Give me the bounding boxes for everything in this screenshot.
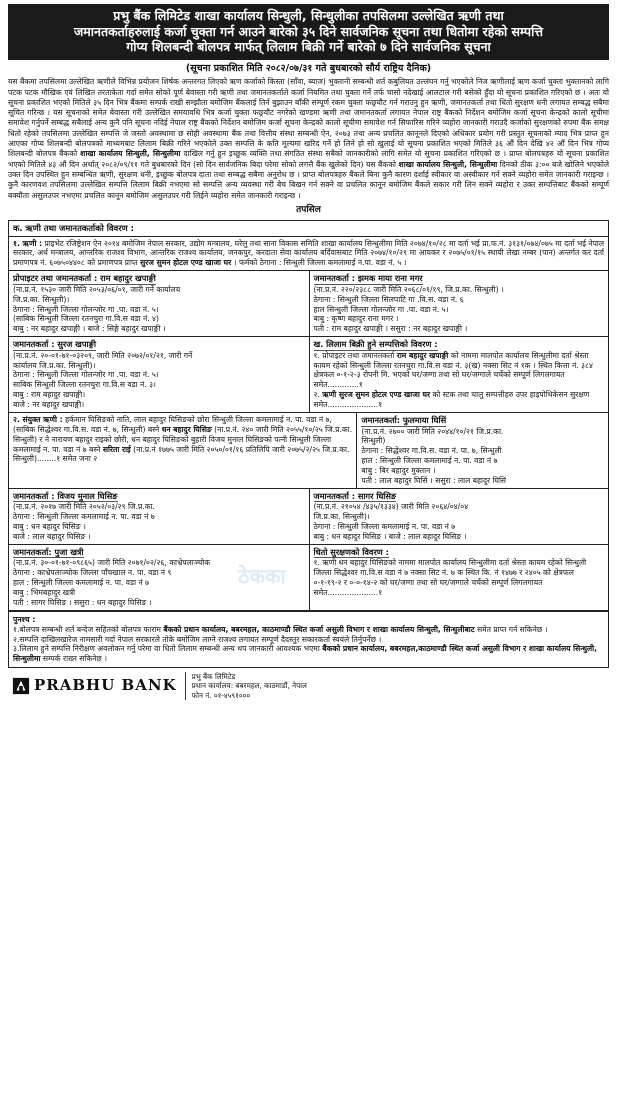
schedule-table [8, 220, 609, 611]
property-item-1 [314, 351, 605, 390]
postscript-text: ३.लिलाम हुने सम्पत्ति निरीक्षण अवलोकन गर्नु परेमा वा धितो लिलाम सम्बन्धी अन्य थप जानकारी आवश्यक भएमा [13, 644, 323, 654]
cell-line: (ना.प्र.नं. ३०-०१-७१-०९८६५) जारी मिति २०७१/०२/२६, काभ्रेपलाञ्चोक [13, 558, 211, 568]
guarantor-puja [9, 545, 309, 610]
property-text: को नाममा मालपोत कार्यालय सिन्धुलीमा दर्ता श्रेस्ता कायम रहेको सिन्धुली जिल्ला रतनचुरा गा.वि.स वडा नं. ३(ख) नक्सा सिट नं १क । स्थित कित्ता नं. ३८४ क्षेत्रफल ०-१-२-३ रोपनी मि. भएको घर/जग्गा तथा सो घर/जग्गाले चर्चेको सम्पूर्ण लिगलगायत समेत.............१ [313, 350, 593, 390]
header-line-3: गोप्य शिलबन्दी बोलपत्र मार्फत् लिलाम बिक्री गर्ने बारेको ७ दिने सार्वजनिक सूचना [126, 39, 491, 55]
postscript-item-1 [13, 625, 604, 635]
guarantor-suraj [9, 337, 309, 412]
postscript-office: बैंकको प्रधान कार्यालय, बबरमहल,काठमाण्डौ स्थित कर्जा असुली विभाग र शाखा कार्यालय सिन्धुली, सिन्धुलीमा [13, 644, 598, 664]
watermark: ठेकका [238, 564, 286, 588]
cell-line: पती : राम बहादुर खपाङ्गी । ससुरा : नर बहादुर खपाङ्गी । [313, 324, 468, 334]
cell-line: (ना.प्र.नं. २२०/२३८८ जारी मिति २०६८/०१/१९, जि.प्र.का. सिन्धुली) । [313, 284, 504, 294]
borrower-label: १. ऋणी : [13, 238, 43, 248]
cell-line: पती : लाल बहादुर घिसिं । ससुरा : लाल बहादुर घिसिं [361, 475, 507, 485]
cell-line: हाल : सिन्धुली जिल्ला कमलामाई न. पा. वडा नं ७ [13, 578, 150, 588]
borrower-firm-name: सुरज सुमन होटल एण्ड खाजा घर [140, 258, 232, 268]
cell-line: बाबु : नर बहादुर खपाङ्गी । बाजे : सिङ्गे बहादुर खपाङ्गी । [13, 324, 166, 334]
intro-paragraph [8, 77, 609, 201]
bank-address: प्रधान कार्यालय: बबरमहल, काठमाडौं, नेपाल [191, 681, 307, 691]
postscript-box [8, 611, 609, 668]
intro-text-3: दिनको ठीक ३:०० बजे खोलिने भएकोले उक्त दिन उपस्थित हुन सम्बन्धित ऋणी, सुरक्षण धनी, इच्छुक बोलपत्र दाता तथा सम्बद्ध सबैमा अनुरोध छ । प्राप्त बोलपत्रहरु बैंकले बिना कुनै कारण दर्शाई स्वीकार वा अस्वीकार गर्न सक्ने व्यहोरा समेत जानकारी गराइन्छ । कुनै कारणवश तपसिलमा उल्लेखित सम्पत्ति लिलाम बिक्री नभएमा सो सम्पत्ति अन्य व्यवस्था गरी बेच बिखन गर्न सक्ने वा प्रचलित कानून बमोजिम बैंकले सकार गरी लिन सक्ने व्यहोरा र उक्त सम्पत्तिबाट बैंकको सम्पूर्ण बक्यौता असुलउपर नभएमा प्रचलित कानून बमोजिम असुलउपर गरी लिईने व्यहोरा समेत जानकारी गराइन्छ । [8, 159, 610, 200]
bank-logo-icon [12, 677, 30, 695]
cell-line: बाबु : कृष्ण बहादुर राना मगर । [313, 314, 399, 324]
cell-line: (ना.प्र.नं. २०१७ जारी मिति २०५२/०३/२९ जि.प्र.का. [13, 502, 155, 512]
cell-line: पती : सागर घिसिङ । ससुरा : धन बहादुर घिसिङ । [13, 597, 152, 607]
cell-line: (ना.प्र.नं. २०-०१-७१-०३२०९, जारी मिति २०७२/०१/२१, जारी गर्ने [13, 350, 193, 360]
property-owner: ऋणी सुरज सुमन होटल एण्ड खाजा घर [322, 390, 431, 400]
guarantor-vijay-munal [9, 489, 309, 544]
cell-line: जि.प्र.का. सिन्धुली)। [13, 294, 70, 304]
cell-heading: जमानतकर्ता: फुलमाया घिसिं [361, 414, 447, 425]
bank-logo-text: PRABHU BANK [34, 676, 177, 695]
postscript-office: बैंकको प्रधान कार्यालय, बबरमहल, काठमाण्डौ स्थित कर्जा असुली विभाग र शाखा कार्यालय सिन्धुली, सिन्धुलीबाट [163, 624, 475, 634]
table-row [9, 337, 608, 413]
cell-line: हाल सिन्धुली जिल्ला गोलन्जोर गा .पा. वडा नं. ५। [313, 304, 449, 314]
cell-line: बाबु : धन बहादुर घिसिङ । [13, 522, 86, 532]
cell-heading: जमानतकर्ता: पुजा खत्री [13, 546, 84, 557]
cell-line: ठेगाना : सिन्धुली जिल्ला गोलन्जोर गा .पा. वडा नं. ५। [13, 370, 159, 380]
cell-line: ठेगाना : काभ्रेपलाञ्चोक जिल्ला पाँचखाल न. पा. वडा नं ९ [13, 568, 172, 578]
cell-heading: जमानतकर्ता : सुरज खपाङ्गी [13, 339, 96, 350]
schedule-title: तपसिल [296, 204, 321, 215]
postscript-item-2: २.सम्पत्ति दाखिलखारेज नामसारी गर्दा नेपाल सरकारले तोके बमोजिम लाग्ने राजश्व लगायत सम्पूर्ण दैदस्तुर सकारकर्ता स्वयंले तिर्नुपर्नेछ । [13, 634, 382, 644]
intro-branch-2: शाखा कार्यालय सिन्धुली, सिन्धुलीमा [398, 159, 498, 169]
intro-branch-1: शाखा कार्यालय सिन्धुली, सिन्धुलीमा [80, 149, 181, 159]
cell-line: ठेगाना : सिन्धुली जिल्ला कमलामाई न. पा. वडा नं ७ [313, 522, 456, 532]
property-owner: राम बहादुर खपाङ्गी [396, 350, 449, 360]
cell-line: ठेगाना : सिन्धुली जिल्ला कमलामाई न. पा. वडा नं ७ [13, 512, 155, 522]
cell-line: (ना.प्र.नं. २७०० जारी मिति २०४४/१०/२१ जि.प्र.का. [361, 426, 504, 436]
cell-heading: जमानतकर्ता : विजय मुनाल घिसिङ [13, 490, 118, 501]
cell-line: बाबु : भिमबहादुर खत्री [13, 588, 76, 598]
cell-line: (ना.प्र.नं. २१०५४ /४३५/१३३४) जारी मिति २०६४/०४/०४ [313, 502, 469, 512]
footer [8, 672, 609, 700]
borrower-text-2: । फर्मको ठेगाना : सिन्धुली जिल्ला कमलामाई न.पा. वडा नं. ५ । [231, 258, 407, 268]
table-row [9, 271, 608, 337]
bank-address-block [185, 672, 307, 700]
cell-heading: ख. लिलाम बिक्री हुने सम्पत्तिको विवरण : [313, 339, 438, 350]
collateral-text: १. ऋणी धन बहादुर घिसिङको नाममा मालपोत कार्यालय सिन्धुलीमा दर्ता श्रेस्ता कायम रहेको सिन्धुली जिल्ला सिद्धेश्वर गा.वि.स वडा नं ७ नक्सा सिट नं. ७ क स्थित कि. नं १४७७ र २४०५ को क्षेत्रफल ०-१-१९-२ र ०-०-१४-२ को घर/जग्गा तथा सो घर/जग्गाले चर्चेको सम्पूर्ण लिगलगायत समेत.....................१ [313, 558, 587, 598]
borrower-text: प्राइभेट रजिष्ट्रेशन ऐन २०१४ बमोजिम नेपाल सरकार, उद्योग मन्त्रालय, घरेलु तथा साना विकास समिति शाखा कार्यालय सिन्धुलीमा मिति २०७४/१०/२८ मा दर्ता भई प्रा.फ.नं. ३१३१/०७४/०७५ मा दर्ता भई नेपाल सरकार, अर्थ मन्त्रालय, आन्तरिक राजश्व विभाग, आन्तरिक राजश्व कार्यालय, जनकपुर, करदाता सेवा कार्यालय बर्दिवासबाट मिति २०७४/१०/२९ मा आयकर र २०७५/०१/१५ स्थायी लेखा नम्बर (पान) अन्तर्गत कर दर्ता प्रमाणपत्र नं. ६०७५०४४०८ को प्रमाणपत्र प्राप्त [13, 238, 605, 268]
cell-line: (ना.प्र.नं. १५३० जारी मिति २०५३/०६/०१, जारी गर्ने कार्यालय [13, 284, 181, 294]
joint-text: हर्कमान घिसिङको नाति, लाल बहादुर घिसिङको छोरा सिन्धुली जिल्ला कमलामाई न. पा. वडा नं ७, (साबिक सिद्धेश्वर गा.वि.स. वडा नं. ७, सिन्धुली) बस्ने [13, 414, 332, 434]
cell-line: ठेगाना : सिन्धुली जिल्ला सिलपाटि गा .वि.स. वडा नं. ६ [313, 294, 464, 304]
intro-text-2: दाखिल गर्नु हुन इच्छुक व्यक्ति तथा संगठित संस्था सबैको जानकारीको लागि समेत यो सूचना प्रकाशित गरिएको छ । प्राप्त बोलपत्रहरु यो सूचना प्रकाशित भएको मितिले ४३ औं दिन अर्थात् २०८२/०९/११ गते बुधबारको दिन (सो दिन सार्वजनिक बिदा परेमा सोको लगत्तै बैंक खुलेको दिन) यस बैंकको [8, 149, 609, 169]
joint-borrower-name: सरिता राई [102, 444, 131, 454]
cell-line: बाजे : लाल बहादुर घिसिङ । [13, 531, 91, 541]
cell-heading: जमानतकर्ता : सागर घिसिङ [313, 490, 397, 501]
table-row [9, 545, 608, 610]
property-item-2 [314, 390, 605, 410]
cell-line: साबिक सिन्धुली जिल्ला रतनचुरा गा.वि.स वडा नं. ३। [13, 380, 156, 390]
collateral-details [309, 545, 609, 610]
guarantor-ram-bahadur [9, 271, 309, 336]
notice-header [8, 4, 609, 60]
guarantor-phulmaya [356, 413, 608, 488]
bank-logo [12, 676, 177, 696]
property-text: १. प्रोपाइटर तथा जमानतकर्ता [313, 350, 397, 360]
cell-line: बाबु : बिर बहादुर मुक्तान । [361, 466, 436, 476]
cell-heading: धितो सुरक्षणको विवरण : [313, 546, 389, 557]
property-text: को स्टक तथा चालु सम्पत्तीहरु उपर हाइपोथिकेसन सुरक्षण समेत.....................१ [313, 390, 590, 410]
header-line-1: प्रभु बैंक लिमिटेड शाखा कार्यालय सिन्धुली, सिन्धुलीका तपसिलमा उल्लेखित ऋणी तथा [113, 8, 504, 23]
postscript-text: समेत प्राप्त गर्न सकिनेछ । [474, 624, 548, 634]
section-a-heading: क. ऋणी तथा जमानतकर्ताको विवरण : [9, 221, 608, 237]
postscript-text: १.बोलपत्र सम्बन्धी शर्त बन्देज सहितको बोलपत्र फाराम [13, 624, 164, 634]
joint-text: (ना.प्र.नं. २४० जारी मिति २०५५/१०/२५ जि.प्र.का. सिन्धुली) र ने नारायण बहादुर राइको छोरी, धन बहादुर घिसिङको बुहारी विजय मुनाल घिसिङको पत्नी सिन्धुली जिल्ला कमलामाई न. पा. वडा नं ७ बस्ने [13, 424, 353, 454]
postscript-text: सम्पर्क राख्न सकिनेछ । [40, 654, 107, 664]
header-line-2: जमानतकर्ताहरुलाई कर्जा चुक्ता गर्न आउने बारेको ३५ दिने सार्वजनिक सूचना तथा धितोमा रहेको सम्पत्ति [74, 23, 543, 39]
cell-line: (साबिक सिन्धुली जिल्ला रतनचुरा गा.वि.स वडा नं. ४) [13, 314, 159, 324]
auction-property-details [309, 337, 609, 412]
postscript-item-3 [13, 644, 604, 664]
cell-line: बाबु : राम बहादुर खपाङ्गी। [13, 390, 86, 400]
joint-borrowers [9, 413, 356, 488]
postscript-title: पुनश्च : [13, 614, 36, 624]
publication-date: (सूचना प्रकाशित मिति २०८२/०७/३१ गते बुधबारको सौर्य राष्ट्रिय दैनिक) [185, 62, 432, 74]
cell-line: सिन्धुली) [361, 436, 386, 446]
cell-line: कार्यालय जि.प्र.का. सिन्धुली)। [13, 360, 96, 370]
bank-phone: फोन नं. ०१-४५९१००० [191, 690, 251, 700]
table-row [9, 489, 608, 545]
cell-line: बाजे : नर बहादुर खपाङ्गी। [13, 400, 85, 410]
joint-borrower-name: धन बहादुर घिसिङ [161, 424, 212, 434]
cell-line: हाल : सिन्धुली जिल्ला कमलामाई न. पा. वडा नं ७ [361, 456, 498, 466]
cell-heading: जमानतकर्ता : झमक माया राना मगर [313, 273, 423, 284]
cell-line: बाबु : धन बहादुर घिसिङ । बाजे : लाल बहादुर घिसिङ । [313, 531, 467, 541]
joint-borrowers-text [13, 415, 352, 464]
borrower-paragraph [9, 237, 608, 272]
cell-line: जि.प्र.का. सिन्धुली)। [313, 512, 370, 522]
intro-text-1: यस बैंकमा तपसिलमा उल्लेखित ऋणीले विभिन्न प्रयोजन शिर्षक अन्तरगत लिएको ऋण कर्जाको किस्ता (साँवा, ब्याज) भुक्तानी सम्बन्धी शर्त कबुलियत उल्लंघन गर्नु भएकोले निज ऋणीलाई ऋण कर्जा चुक्ता भुक्तानको लागि पटक पटक मौखिक एवं लिखित तरताकेता गर्दा समेत सोको पूर्ण बेवास्ता गरी ऋणी तथा जमानतकर्ताले कर्जा नियमित तथा चुक्ता गर्ने तर्फ चासो नदेखाई आलटाल गरी बसेको हुँदा यो सूचना प्रकाशित गरिएको छ । अतः यो सूचना प्रकाशित भएको मितिले ३५ दिन भित्र बैंकमा सम्पर्क राखी सम्झौता बमोजिम बैंकलाई तिर्न बुझाउन बाँकी सम्पूर्ण रकम चुक्ता फछ्र्यौट गर्न गराउनु हुन ऋणी, जमानतकर्ता तथा धितो सुरक्षण धनी लगायत सम्बद्ध सबैमा सूचित गरिन्छ । यस सूचनाको समेत बेवास्ता गरी उल्लेखित समयावधि भित्र कर्जा चुक्ता फछ्र्यौट नगरेको खण्डमा ऋणी तथा जमानतकर्ता लगायत नेपाल राष्ट्र बैंकको निर्देशन बमोजिम कर्जा सूचना केन्द्रको कालो सूचीमा समावेश गर्नुपर्ने सम्बद्ध सबैलाई अन्य कुनै पनि सूचना नदिई नेपाल राष्ट्र बैंकको निर्देशन बमोजिम कर्जा सूचना केन्द्रको कालो सूचीमा समावेश गर्न सिफारिस गरिने व्यहोरा जानकारी गराउदै कर्जाको सुरक्षणको रुपमा बैंक समक्ष धितो रहेको तपसिलमा उल्लेखित सम्पत्ति जे जस्तो अवस्थामा छ सोही अवस्थामा बैंक तथा वित्तीय संस्था सम्बन्धी ऐन, २०७३ तथा अन्य प्रचलित कानूनले दिएको अधिकार प्रयोग गरी प्रस्तुत सूचनाको म्याद भित्र प्राप्त हुन आएका गोप्य शिलबन्दी बोलपत्रको माध्यमबाट लिलाम बिक्री गरिने भएकोले उक्त सम्पत्ति के कति मूल्यमा खरिद गर्ने हो लिने हो सो खुलाई यो सूचना प्रकाशित भएको मितिले ३६ औं दिन देखि ४२ औं दिन भित्र गोप्य शिलबन्दी बोलपत्र बैंकको [8, 77, 609, 159]
joint-text: (ना.प्र.नं १७७५ जारी मिति २०५०/०१/१६ प्रतिलिपि जारी २०७५/२/२५ जि.प्र.का. सिन्धुली)........१ समेत जना २ [13, 444, 350, 464]
joint-borrower-label: २. संयुक्त ऋणी : [13, 414, 63, 424]
cell-heading: प्रोपाइटर तथा जमानतकर्ता : राम बहादुर खपाङ्गी [13, 273, 156, 284]
property-text: २. [313, 390, 323, 400]
bank-name: प्रभु बैंक लिमिटेड [191, 672, 236, 682]
cell-line: ठेगाना : सिद्धेश्वर गा.वि.स. वडा नं. पा. ७, सिन्धुली [361, 446, 502, 456]
guarantor-jhamak-maya [309, 271, 609, 336]
table-row [9, 413, 608, 489]
cell-line: ठेगाना : सिन्धुली जिल्ला गोलन्जोर गा .पा. वडा नं. ५। [13, 304, 159, 314]
guarantor-sagar [309, 489, 609, 544]
